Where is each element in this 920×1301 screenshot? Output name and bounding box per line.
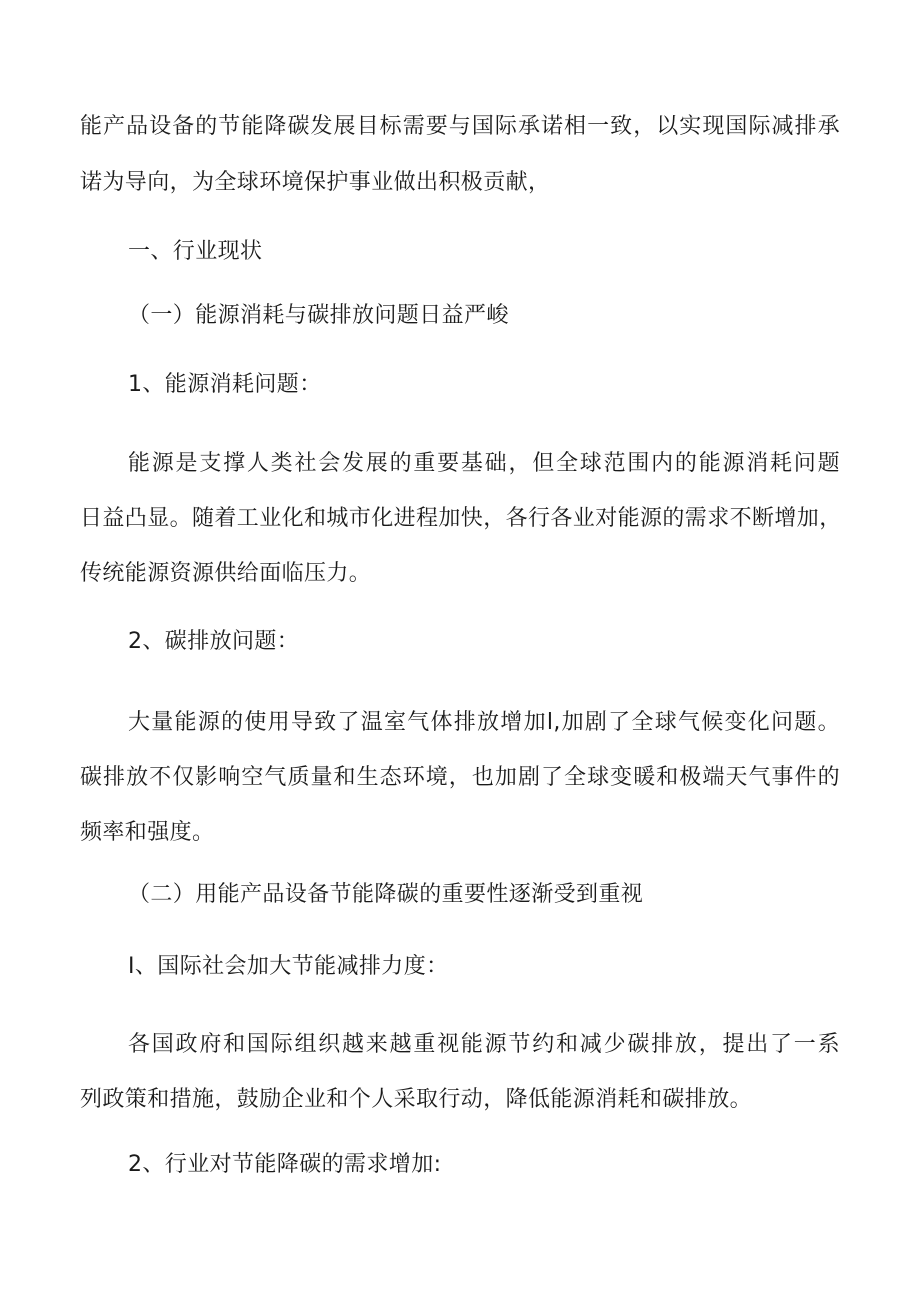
intro-paragraph-line-1: 能产品设备的节能降碳发展目标需要与国际承诺相一致，以实现国际减排承 [80,114,840,139]
international-paragraph-line-1: 各国政府和国际组织越来越重视能源节约和减少碳排放，提出了一系 [128,1032,840,1057]
energy-paragraph-line-3: 传统能源资源供给面临压力。 [80,561,372,586]
item-heading-energy-consumption: 1、能源消耗问题： [128,372,322,397]
carbon-paragraph-line-2: 碳排放不仅影响空气质量和生态环境，也加剧了全球变暖和极端天气事件的 [80,765,840,790]
subsection-heading-equipment-importance: （二）用能产品设备节能降碳的重要性逐渐受到重视 [128,882,644,907]
carbon-paragraph-line-3: 频率和强度。 [80,820,215,845]
item-heading-carbon-emission: 2、碳排放问题： [128,629,300,654]
energy-paragraph-line-1: 能源是支撑人类社会发展的重要基础，但全球范围内的能源消耗问题 [128,451,840,476]
item-heading-international-efforts: I、国际社会加大节能减排力度： [128,954,449,979]
energy-paragraph-line-2: 日益凸显。随着工业化和城市化进程加快，各行各业对能源的需求不断增加， [80,506,842,531]
subsection-heading-energy-carbon: （一）能源消耗与碳排放问题日益严峻 [128,303,509,328]
section-heading-industry-status: 一、行业现状 [128,239,263,264]
international-paragraph-line-2: 列政策和措施，鼓励企业和个人采取行动，降低能源消耗和碳排放。 [80,1087,753,1112]
carbon-paragraph-line-1: 大量能源的使用导致了温室气体排放增加l,加剧了全球气候变化问题。 [128,710,840,735]
intro-paragraph-line-2: 诺为导向，为全球环境保护事业做出积极贡献， [80,170,551,195]
item-heading-industry-demand: 2、行业对节能降碳的需求增加: [128,1152,442,1177]
